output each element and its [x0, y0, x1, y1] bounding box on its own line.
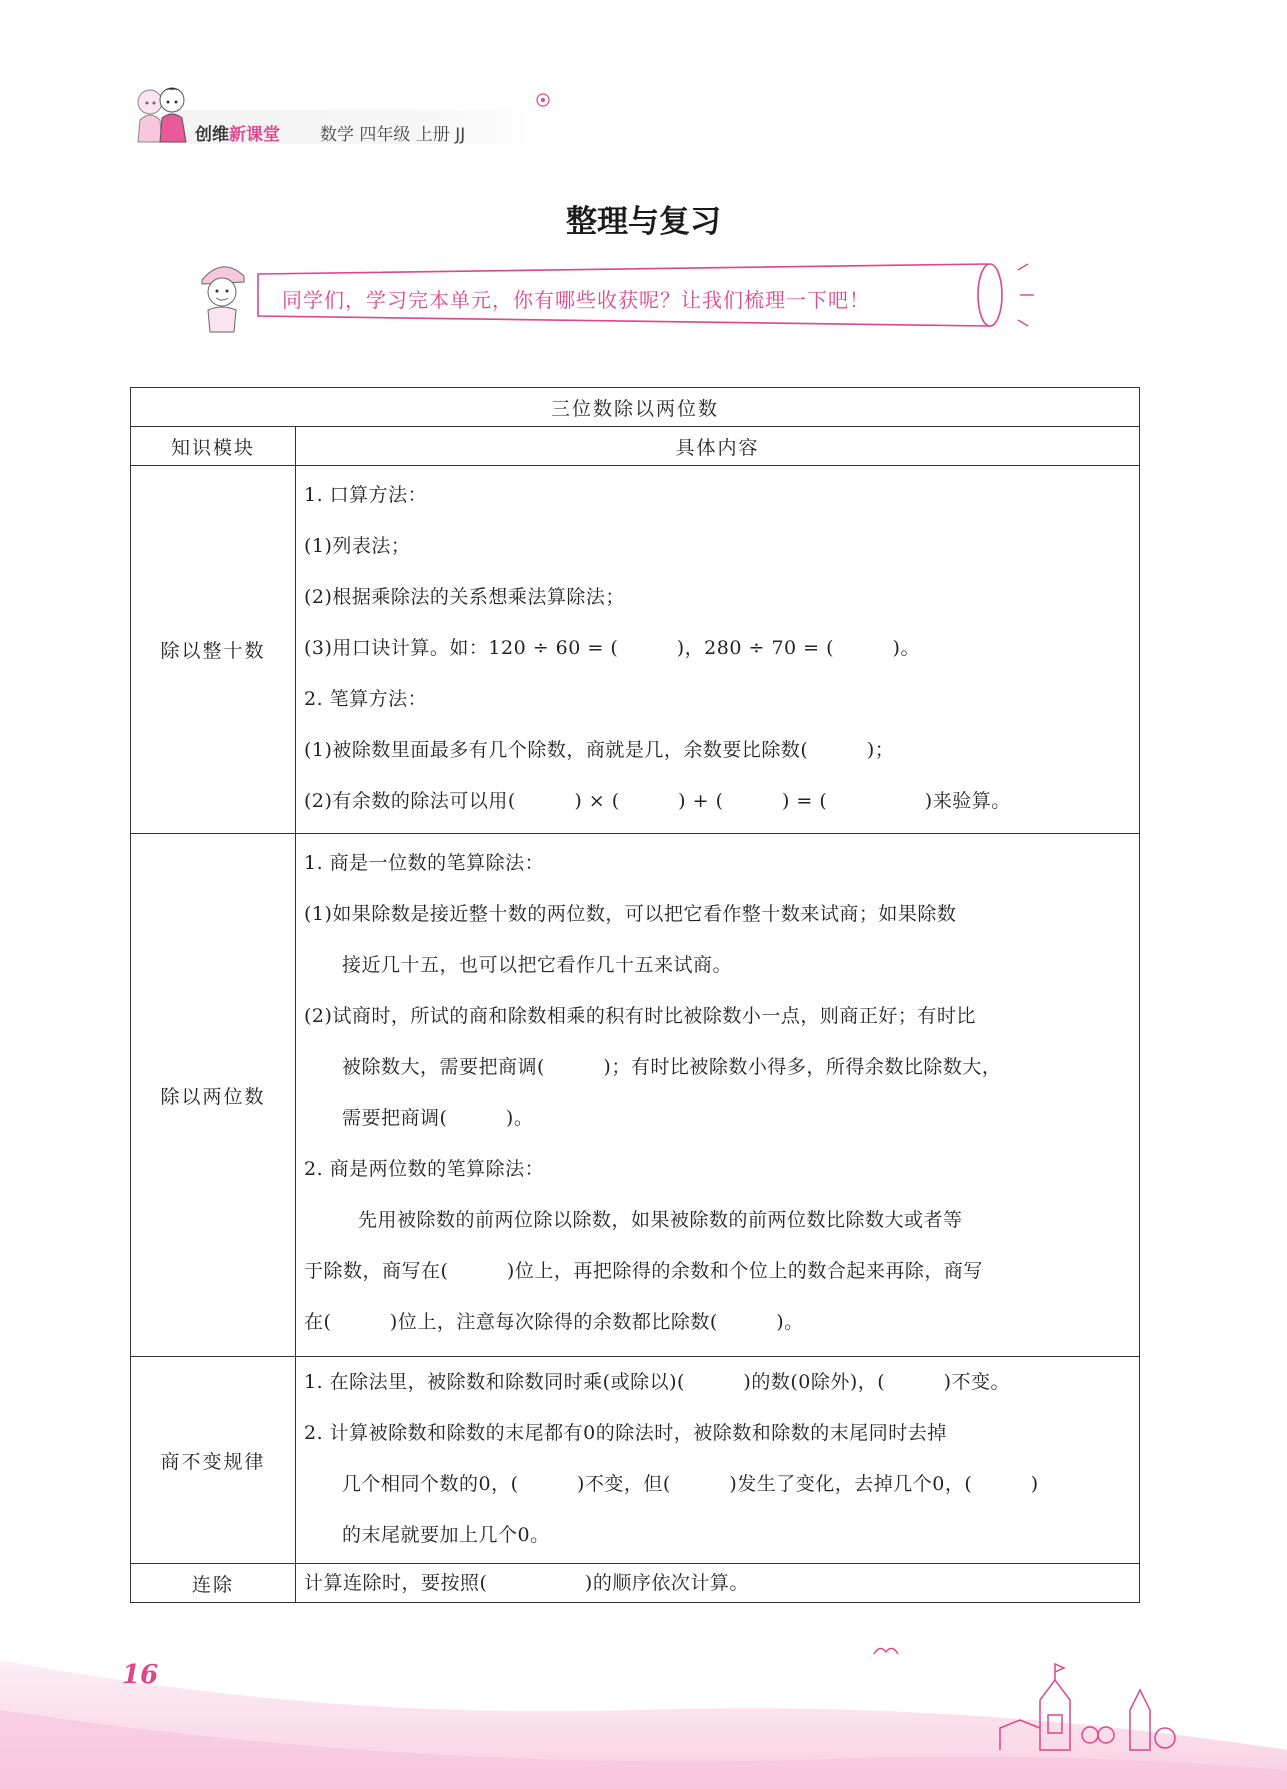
table-row — [131, 834, 1140, 1357]
table-row — [131, 466, 1140, 834]
content-line: (2)有余数的除法可以用( ) × ( ) + ( ) = ( )来验算。 — [304, 790, 1011, 812]
page-number: 16 — [122, 1660, 159, 1690]
banner-text: 同学们，学习完本单元，你有哪些收获呢？让我们梳理一下吧！ — [282, 288, 870, 312]
content-cell — [296, 1357, 1140, 1564]
module-cell: 除以整十数 — [131, 466, 296, 834]
content-line: (1)列表法； — [304, 535, 411, 557]
cartoon-girls-icon — [128, 80, 198, 152]
book-header — [128, 80, 548, 152]
page-title: 整理与复习 — [566, 204, 721, 240]
content-line: 几个相同个数的0，( )不变，但( )发生了变化，去掉几个0，( ) — [342, 1473, 1039, 1495]
castle-icon — [960, 1650, 1180, 1760]
table-row — [131, 1564, 1140, 1603]
content-line: 需要把商调( )。 — [342, 1107, 534, 1129]
content-line: 先用被除数的前两位除以除数，如果被除数的前两位数比除数大或者等 — [358, 1209, 963, 1231]
col-header-content: 具体内容 — [296, 427, 1140, 466]
content-line: 1. 商是一位数的笔算除法： — [304, 852, 545, 874]
content-line: 的末尾就要加上几个0。 — [342, 1524, 550, 1546]
content-cell — [296, 466, 1140, 834]
table-caption: 三位数除以两位数 — [131, 388, 1140, 427]
speech-banner — [198, 250, 1048, 340]
content-line: (2)根据乘除法的关系想乘法算除法； — [304, 586, 625, 608]
module-cell: 除以两位数 — [131, 834, 296, 1357]
content-line: (1)如果除数是接近整十数的两位数，可以把它看作整十数来试商；如果除数 — [304, 903, 957, 925]
content-line: 于除数，商写在( )位上，再把除得的余数和个位上的数合起来再除，商写 — [304, 1260, 983, 1282]
content-line: 2. 计算被除数和除数的末尾都有0的除法时，被除数和除数的末尾同时去掉 — [304, 1422, 947, 1444]
content-line: (2)试商时，所试的商和除数相乘的积有时比被除数小一点，则商正好；有时比 — [304, 1005, 976, 1027]
content-line: 2. 商是两位数的笔算除法： — [304, 1158, 545, 1180]
content-cell — [296, 834, 1140, 1357]
module-cell: 商不变规律 — [131, 1357, 296, 1564]
module-cell: 连除 — [131, 1564, 296, 1603]
table-row — [131, 1357, 1140, 1564]
content-line: 计算连除时，要按照( )的顺序依次计算。 — [304, 1572, 749, 1594]
brand-name-accent: 新课堂 — [229, 125, 280, 145]
content-line: (3)用口诀计算。如：120 ÷ 60 = ( )，280 ÷ 70 = ( )。 — [304, 637, 920, 659]
content-line: 被除数大，需要把商调( )；有时比被除数小得多，所得余数比除数大， — [342, 1056, 1002, 1078]
content-cell — [296, 1564, 1140, 1603]
flower-icon — [533, 90, 553, 110]
content-line: (1)被除数里面最多有几个除数，商就是几，余数要比除数( )； — [304, 739, 895, 761]
bird-icon — [870, 1640, 900, 1664]
content-line: 在( )位上，注意每次除得的余数都比除数( )。 — [304, 1311, 804, 1333]
col-header-module: 知识模块 — [131, 427, 296, 466]
cartoon-boy-icon — [192, 254, 252, 340]
content-line: 接近几十五，也可以把它看作几十五来试商。 — [342, 954, 733, 976]
content-line: 1. 口算方法： — [304, 484, 428, 506]
content-line: 2. 笔算方法： — [304, 688, 428, 710]
content-line: 1. 在除法里，被除数和除数同时乘(或除以)( )的数(0除外)，( )不变。 — [304, 1371, 1011, 1393]
brand-name: 创维新课堂 — [195, 125, 280, 145]
book-info: 数学 四年级 上册 JJ — [320, 125, 466, 145]
review-table — [130, 387, 1140, 1603]
